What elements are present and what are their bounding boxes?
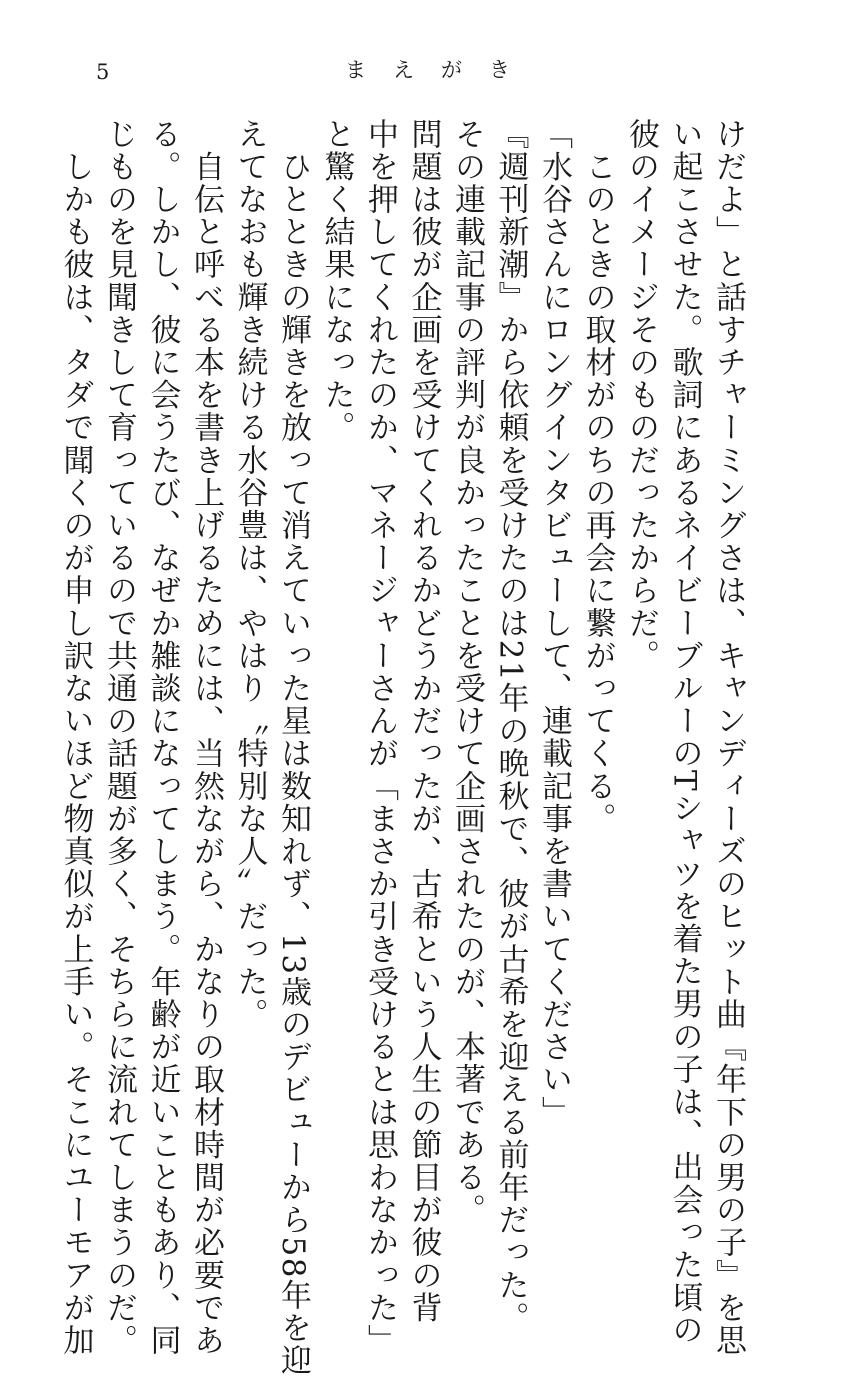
page-number: 5 (96, 60, 110, 84)
text-line: 『週刊新潮』から依頼を受けたのは21年の晩秋で、彼が古希を迎える前年だった。 (492, 118, 529, 1335)
text-line: しかも彼は、タダで聞くのが申し訳ないほど物真似が上手い。そこにユーモアが加 (57, 118, 94, 1357)
text-line: ひとときの輝きを放って消えていった星は数知れず、13歳のデビューから58年を迎 (275, 118, 311, 1377)
text-line: と驚く結果になった。 (318, 118, 355, 444)
text-line: 「水谷さんにロングインタビューして、連載記事を書いてください」 (536, 118, 572, 1129)
text-line: 中を押してくれたのか、マネージャーさんが「まさか引き受けるとは思わなかった」 (362, 118, 398, 1357)
text-line: る。しかし、彼に会うたび、なぜか雑談になってしまう。年齢が近いこともあり、同 (144, 118, 181, 1357)
text-line: 問題は彼が企画を受けてくれるかどうかだったが、古希という人生の節目が彼の背 (405, 118, 442, 1325)
text-line: このときの取材がのちの再会に繋がってくる。 (579, 118, 616, 836)
text-line: 彼のイメージそのものだったからだ。 (623, 118, 659, 673)
text-line: じものを見聞きして育っているので共通の話題が多く、そちらに流れてしまうのだ。 (101, 118, 137, 1357)
body-text (53, 118, 749, 1377)
text-line: えてなおも輝き続ける水谷豊は、やはり〝特別な人〟だった。 (231, 118, 268, 1031)
text-line: けだよ」と話すチャーミングさは、キャンディーズのヒット曲『年下の男の子』を思 (710, 118, 746, 1357)
text-line: その連載記事の評判が良かったことを受けて企画されたのが、本著である。 (449, 118, 485, 1227)
text-line: 自伝と呼べる本を書き上げるためには、当然ながら、かなりの取材時間が必要であ (188, 118, 224, 1357)
running-head: まえがき (345, 58, 537, 82)
text-line: い起こさせた。歌詞にあるネイビーブルーのTシャツを着た男の子は、出会った頃の (666, 118, 703, 1347)
